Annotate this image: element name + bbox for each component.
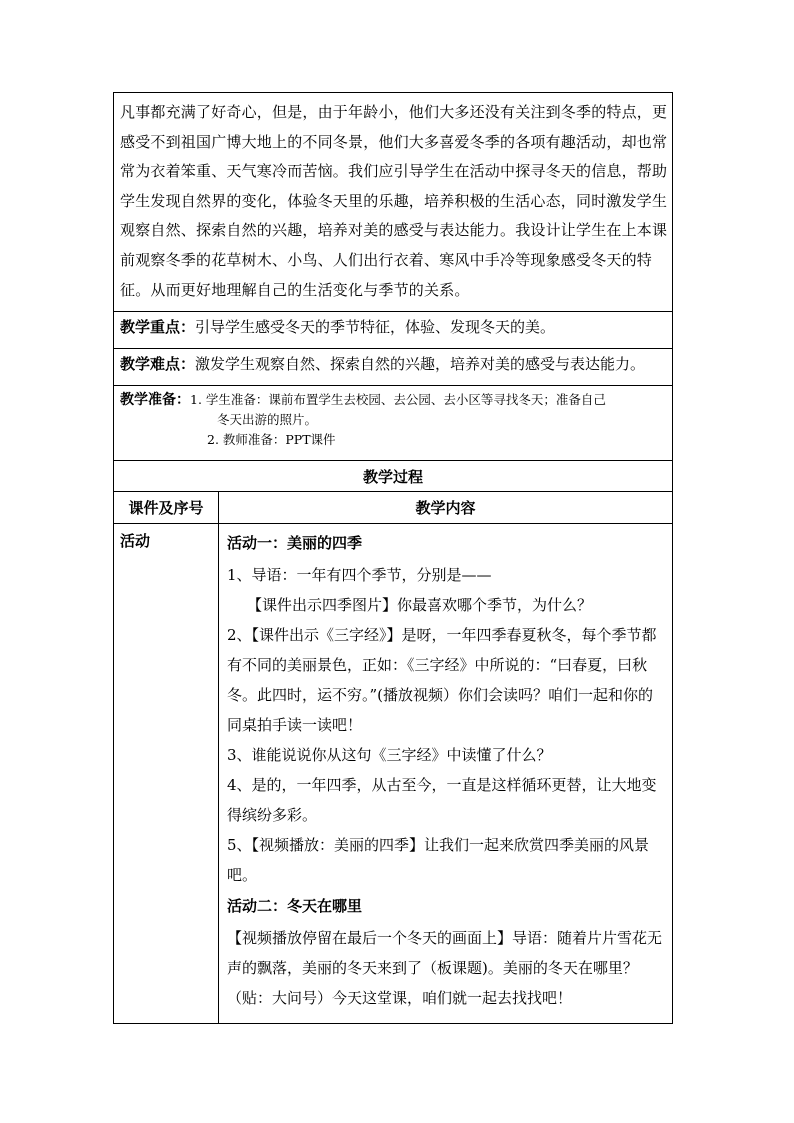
difficult-point-cell [114,349,673,386]
key-point-label: 教学重点： [120,318,196,337]
key-point-text: 引导学生感受冬天的季节特征，体验、发现冬天的美。 [195,318,556,337]
content-paragraph: 4、是的，一年四季，从古至今，一直是这样循环更替，让大地变得缤纷多彩。 [227,776,657,825]
difficult-point-text: 激发学生观察自然、探索自然的兴趣，培养对美的感受与表达能力。 [195,355,646,374]
content-paragraph: 5、【视频播放：美丽的四季】让我们一起来欣赏四季美丽的风景吧。 [227,836,650,885]
content-paragraph: 1、导语：一年有四个季节，分别是—— [227,566,492,585]
activity1-title: 活动一：美丽的四季 [227,534,363,553]
intro-paragraph: 凡事都充满了好奇心，但是，由于年龄小，他们大多还没有关注到冬季的特点，更感受不到祖国广博大地上的不同冬景，他们大多喜爱冬季的各项有趣活动，却也常常为衣着笨重、天气寒冷而苦恼。我们应引导学生在活动中探寻冬天的信息，帮助学生发现自然界的变化，体验冬天里的乐趣，培养积极的生活心态，同时激发学生观察自然、探索自然的兴趣，培养对美的感受与表达能力。我设计让学生在上本课前观察冬季的花草树木、小鸟、人们出行衣着、寒风中手冷等现象感受冬天的特征。从而更好地理解自己的生活变化与季节的关系。 [120,103,668,299]
column-header-row [114,492,673,524]
lesson-plan-table [113,92,673,1024]
process-title: 教学过程 [114,461,673,492]
key-point-row [114,312,673,349]
preparation-label: 教学准备： [120,392,190,409]
preparation-cell [114,386,673,461]
intro-cell [114,93,673,312]
activity2-title: 活动二：冬天在哪里 [227,897,363,916]
activity-row [114,524,673,1024]
preparation-item1-line2: 冬天出游的照片。 [217,412,318,428]
content-cell [219,524,673,1024]
intro-row [114,93,673,312]
content-paragraph: 2、【课件出示《三字经》】是呀，一年四季春夏秋冬，每个季节都有不同的美丽景色，正如：《三字经》中所说的：“曰春夏，曰秋冬。此四时，运不穷。”(播放视频）你们会读吗？咱们一起和你的同桌拍手读一读吧！ [227,626,657,735]
side-label: 活动 [114,524,219,1024]
preparation-item1-line1: 1. 学生准备：课前布置学生去校园、去公园、去小区等寻找冬天；准备自己 [190,392,606,408]
content-paragraph: 3、谁能说说你从这句《三字经》中读懂了什么？ [227,746,552,765]
content-paragraph: 【视频播放停留在最后一个冬天的画面上】导语：随着片片雪花无声的飘落，美丽的冬天来到了（板课题)。美丽的冬天在哪里？（贴：大问号）今天这堂课，咱们就一起去找找吧！ [227,929,663,1008]
column-header-left: 课件及序号 [114,492,219,524]
difficult-point-row [114,349,673,386]
key-point-cell [114,312,673,349]
process-title-row [114,461,673,492]
difficult-point-label: 教学难点： [120,355,196,374]
preparation-row [114,386,673,461]
column-header-right: 教学内容 [219,492,673,524]
preparation-item2: 2. 教师准备：PPT课件 [207,432,336,448]
content-paragraph: 【课件出示四季图片】你最喜欢哪个季节，为什么？ [247,596,593,615]
